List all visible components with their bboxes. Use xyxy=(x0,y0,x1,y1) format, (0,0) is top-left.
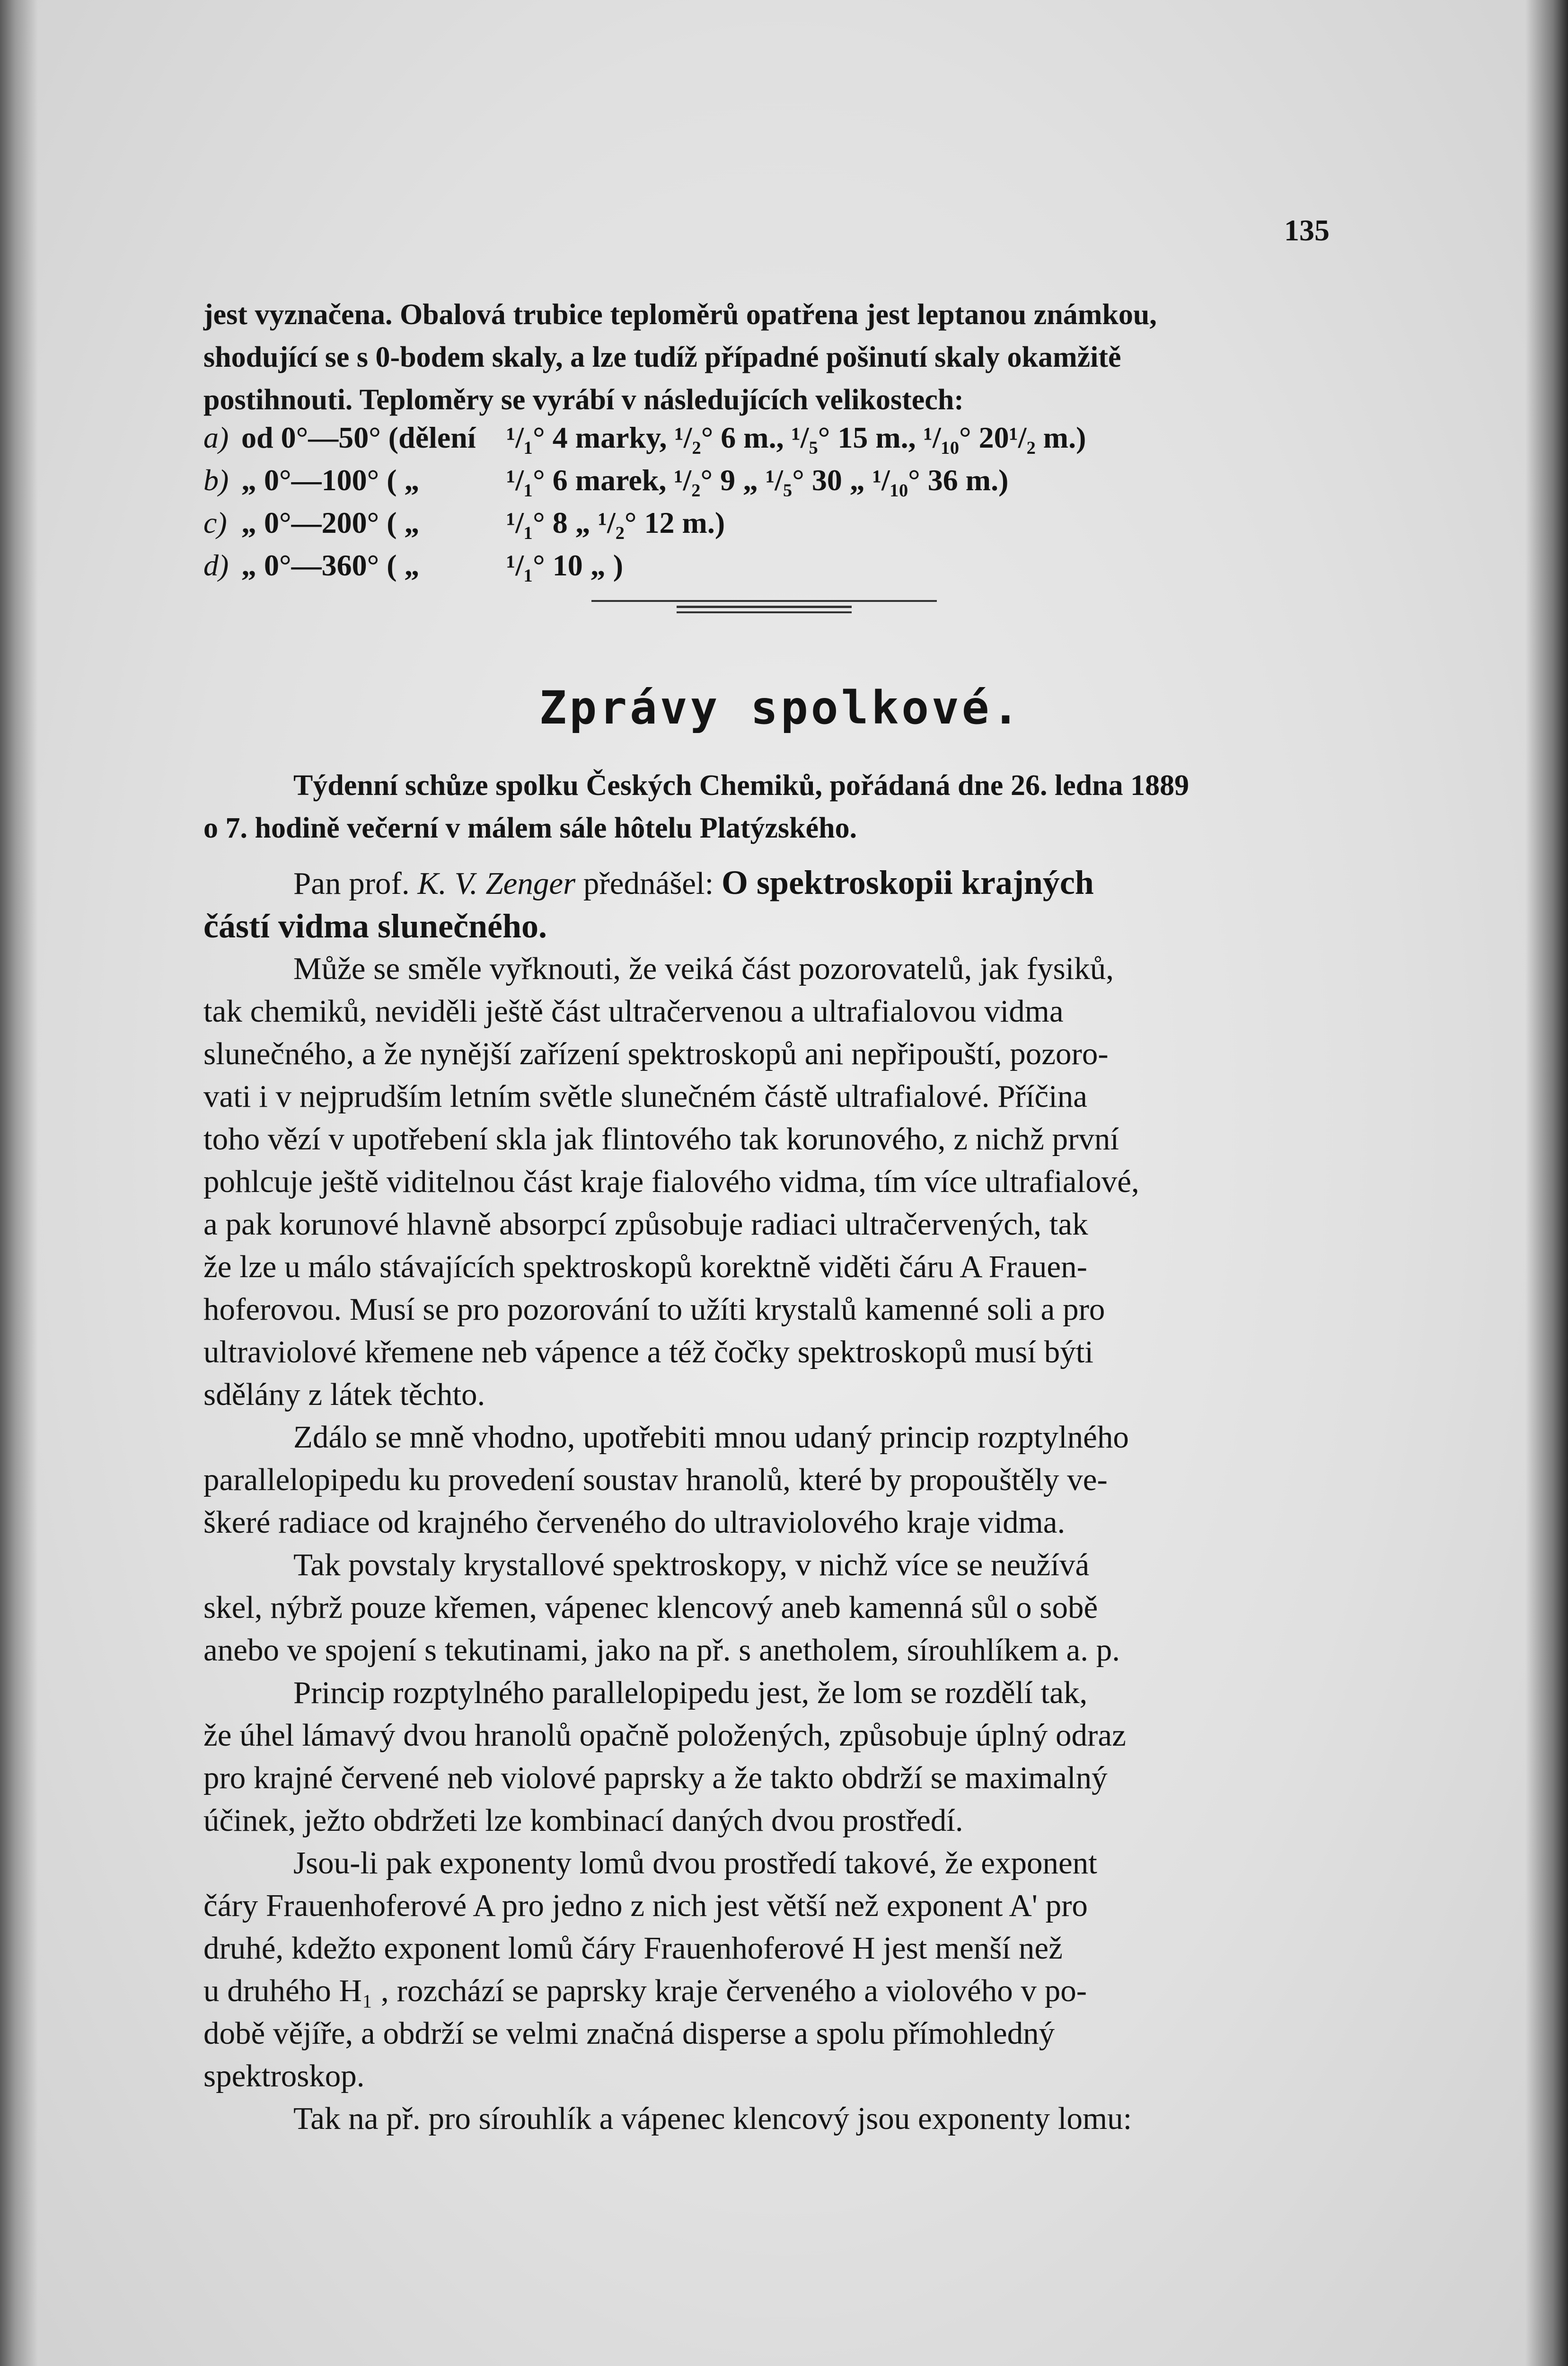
size-divisions: ¹/₁° 10 „ ) xyxy=(506,548,624,582)
lecture-verb: přednášel: xyxy=(583,866,714,901)
text-line: shodující se s 0-bodem skaly, a lze tudíž případné pošinutí skaly okamžitě xyxy=(203,341,1121,373)
text-line: účinek, ježto obdržeti lze kombinací daných dvou prostředí. xyxy=(203,1803,963,1838)
section-heading: Zprávy spolkové. xyxy=(539,681,1022,734)
text-line: vati i v nejprudším letním světle slunečném částě ultrafialové. Příčina xyxy=(203,1079,1088,1114)
text-line: pohlcuje ještě viditelnou část kraje fialového vidma, tím více ultrafialové, xyxy=(203,1164,1139,1199)
lecture-intro: Pan prof. xyxy=(293,866,410,901)
text-line: postihnouti. Teploměry se vyrábí v následujících velikostech: xyxy=(203,384,964,416)
text-line: ultraviolové křemene neb vápence a též čočky spektroskopů musí býti xyxy=(203,1334,1093,1369)
size-row-d xyxy=(203,544,1339,587)
text-line: Tak na př. pro sírouhlík a vápenec klencový jsou exponenty lomu: xyxy=(293,2101,1132,2136)
text-line: Zdálo se mně vhodno, upotřebiti mnou udaný princip rozptylného xyxy=(293,1420,1129,1455)
text-line: Tak povstaly krystallové spektroskopy, v nichž více se neužívá xyxy=(293,1547,1090,1582)
paragraph-6 xyxy=(203,2097,1330,2140)
text-line: spektroskop. xyxy=(203,2058,365,2093)
paragraph-2 xyxy=(203,1416,1330,1544)
size-range: „ 0°—360° ( „ xyxy=(241,548,420,582)
text-line: Jsou-li pak exponenty lomů dvou prostředí takové, že exponent xyxy=(293,1845,1097,1880)
text-line: čáry Frauenhoferové A pro jedno z nich jest větší než exponent A' pro xyxy=(203,1888,1088,1923)
section-divider xyxy=(677,611,852,613)
size-range: „ 0°—100° ( „ xyxy=(241,463,420,497)
size-label: a) xyxy=(203,421,229,454)
text-line: že úhel lámavý dvou hranolů opačně položených, způsobuje úplný odraz xyxy=(203,1718,1126,1753)
size-row-b xyxy=(203,459,1339,502)
paragraph-5 xyxy=(203,1842,1330,2097)
lecture-body xyxy=(203,861,1330,2140)
text-line: že lze u málo stávajících spektroskopů korektně viděti čáru A Frauen- xyxy=(203,1249,1087,1284)
page-shadow-left xyxy=(0,0,38,2366)
text-line: hoferovou. Musí se pro pozorování to užíti krystalů kamenné soli a pro xyxy=(203,1292,1105,1327)
text-line: tak chemiků, neviděli ještě část ultračervenou a ultrafialovou vidma xyxy=(203,994,1064,1029)
thermometer-sizes-list xyxy=(203,416,1339,587)
text-line: škeré radiace od krajného červeného do ultraviolového kraje vidma. xyxy=(203,1505,1066,1540)
text-line: toho vězí v upotřebení skla jak flintového tak korunového, z nichž první xyxy=(203,1121,1119,1157)
text-line: slunečného, a že nynější zařízení spektroskopů ani nepřipouští, pozoro- xyxy=(203,1036,1109,1071)
size-label: b) xyxy=(203,463,229,497)
meeting-line: o 7. hodině večerní v málem sále hôtelu Platýzského. xyxy=(203,812,857,844)
lecture-title: O spektroskopii krajných xyxy=(722,864,1094,901)
text-line: parallelopipedu ku provedení soustav hranolů, které by propouštěly ve- xyxy=(203,1462,1108,1497)
text-line: sdělány z látek těchto. xyxy=(203,1377,485,1412)
lecture-speaker: K. V. Zenger xyxy=(417,866,576,901)
lecture-heading xyxy=(203,861,1330,947)
text-line: pro krajné červené neb violové paprsky a že takto obdrží se maximalný xyxy=(203,1760,1108,1795)
size-divisions: ¹/₁° 6 marek, ¹/₂° 9 „ ¹/₅° 30 „ ¹/₁₀° 36 m.) xyxy=(506,463,1009,497)
meeting-line: Týdenní schůze spolku Českých Chemiků, pořádaná dne 26. ledna 1889 xyxy=(293,769,1189,802)
text-line: Může se směle vyřknouti, že veiká část pozorovatelů, jak fysiků, xyxy=(293,951,1114,986)
paragraph-1 xyxy=(203,947,1330,1416)
section-divider xyxy=(677,606,852,608)
text-line: u druhého H₁ , rozchází se paprsky kraje červeného a violového v po- xyxy=(203,1973,1087,2008)
section-divider xyxy=(591,600,937,602)
paragraph-3 xyxy=(203,1544,1330,1671)
lecture-title-cont: částí vidma slunečného. xyxy=(203,907,547,945)
size-row-a xyxy=(203,416,1339,459)
paragraph-4 xyxy=(203,1671,1330,1842)
text-line: jest vyznačena. Obalová trubice teploměrů opatřena jest leptanou známkou, xyxy=(203,299,1157,331)
page-number: 135 xyxy=(1284,213,1330,247)
text-line: skel, nýbrž pouze křemen, vápenec klencový aneb kamenná sůl o sobě xyxy=(203,1590,1098,1625)
text-line: a pak korunové hlavně absorpcí způsobuje radiaci ultračervených, tak xyxy=(203,1207,1088,1242)
text-line: době vějíře, a obdrží se velmi značná disperse a spolu přímohledný xyxy=(203,2016,1055,2051)
size-label: c) xyxy=(203,506,227,539)
text-line: druhé, kdežto exponent lomů čáry Frauenhoferové H jest menší než xyxy=(203,1931,1063,1966)
text-line: anebo ve spojení s tekutinami, jako na př. s anetholem, sírouhlíkem a. p. xyxy=(203,1633,1120,1668)
size-divisions: ¹/₁° 8 „ ¹/₂° 12 m.) xyxy=(506,506,725,539)
size-row-c xyxy=(203,502,1339,544)
meeting-notice xyxy=(203,764,1330,849)
size-divisions: ¹/₁° 4 marky, ¹/₂° 6 m., ¹/₅° 15 m., ¹/₁₀° 20¹/₂ m.) xyxy=(506,421,1086,454)
page-shadow-right xyxy=(1525,0,1568,2366)
text-line: Princip rozptylného parallelopipedu jest, že lom se rozdělí tak, xyxy=(293,1675,1088,1710)
size-range: „ 0°—200° ( „ xyxy=(241,506,420,539)
size-range: od 0°—50° (dělení xyxy=(241,421,476,454)
size-label: d) xyxy=(203,548,229,582)
continuation-text xyxy=(203,293,1330,421)
